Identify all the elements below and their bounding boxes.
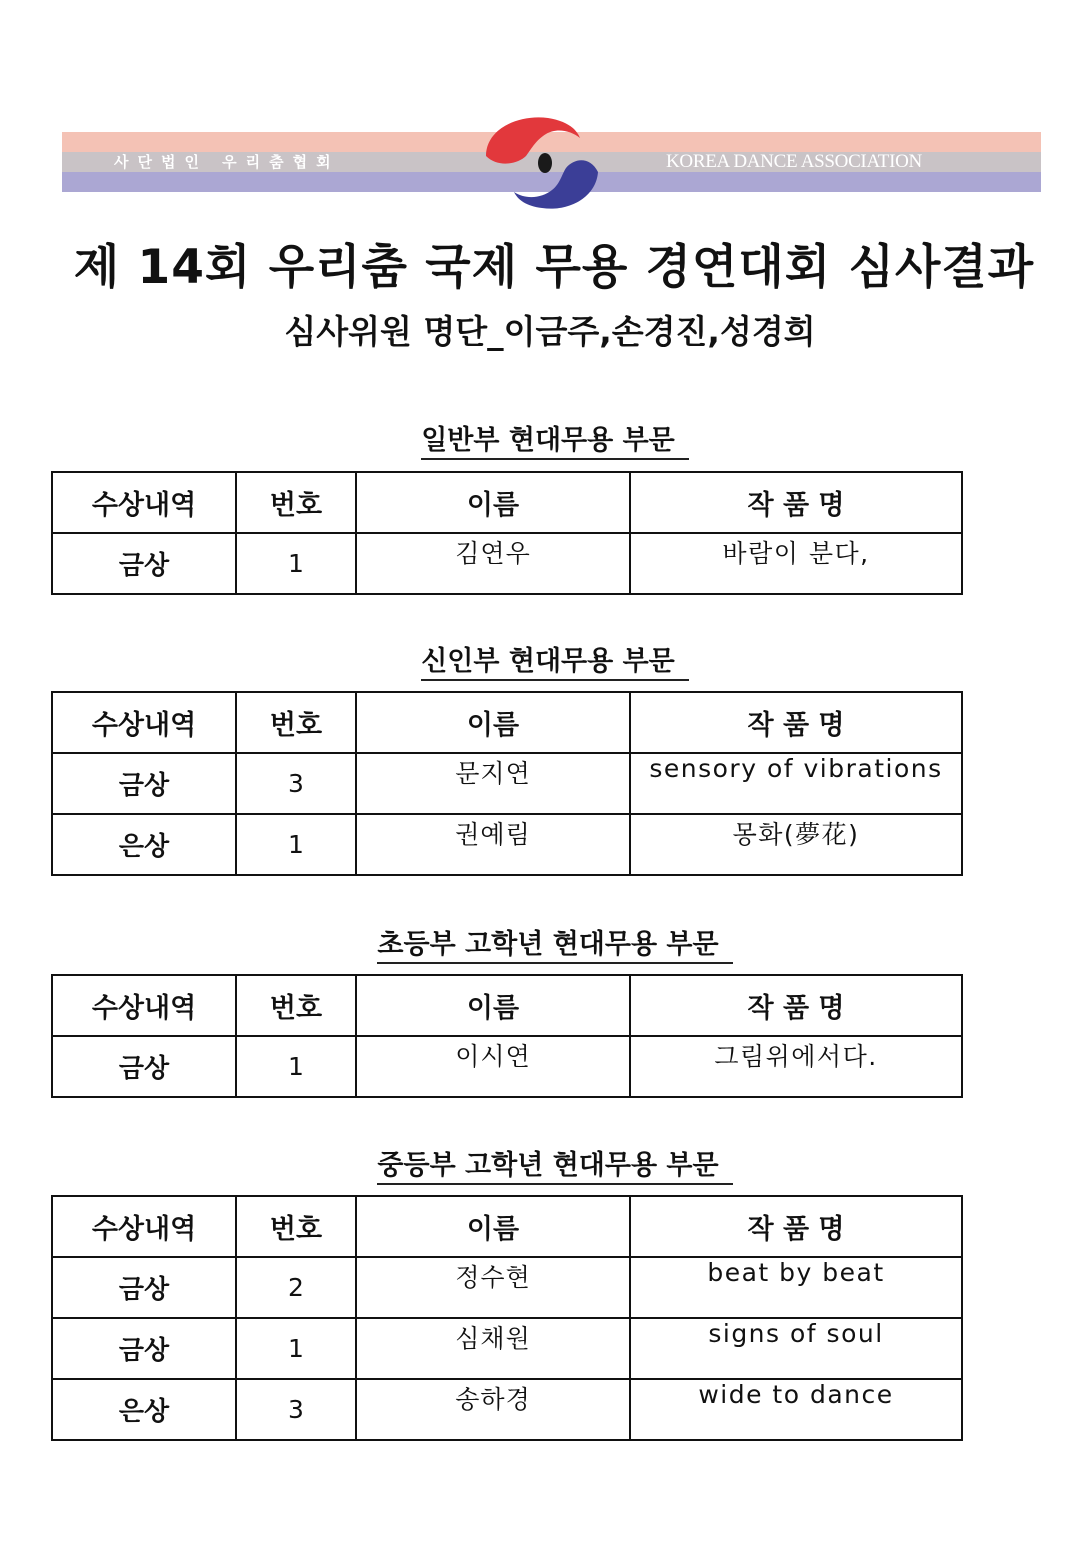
judges-list: 심사위원 명단_이금주,손경진,성경희	[284, 312, 816, 351]
column-header-name: 이름	[356, 692, 630, 753]
table-header-row	[52, 692, 962, 753]
results-table	[51, 1195, 963, 1441]
column-header-number: 번호	[236, 692, 356, 753]
table-row	[52, 1036, 962, 1097]
column-header-award: 수상내역	[52, 975, 236, 1036]
number-cell: 1	[236, 1036, 356, 1097]
name-cell: 정수현	[356, 1257, 630, 1318]
column-header-award: 수상내역	[52, 692, 236, 753]
taegeuk-dancer-logo-icon	[480, 112, 610, 212]
number-cell: 3	[236, 753, 356, 814]
award-cell: 금상	[52, 1318, 236, 1379]
award-cell: 은상	[52, 814, 236, 875]
table-row	[52, 1257, 962, 1318]
name-cell: 심채원	[356, 1318, 630, 1379]
table-row	[52, 1379, 962, 1440]
column-header-award: 수상내역	[52, 472, 236, 533]
award-cell: 금상	[52, 1257, 236, 1318]
number-cell: 1	[236, 1318, 356, 1379]
page-title: 제 14회 우리춤 국제 무용 경연대회 심사결과	[73, 240, 1035, 295]
column-header-number: 번호	[236, 975, 356, 1036]
number-cell: 3	[236, 1379, 356, 1440]
org-name-english: KOREA DANCE ASSOCIATION	[666, 151, 922, 172]
results-table	[51, 974, 963, 1098]
number-cell: 2	[236, 1257, 356, 1318]
work-cell: 몽화(夢花)	[630, 814, 962, 875]
table-header-row	[52, 975, 962, 1036]
work-cell: 바람이 분다,	[630, 533, 962, 594]
column-header-work: 작 품 명	[630, 692, 962, 753]
work-cell: sensory of vibrations	[630, 753, 962, 814]
header-banner	[62, 112, 1041, 212]
column-header-name: 이름	[356, 472, 630, 533]
column-header-number: 번호	[236, 472, 356, 533]
column-header-number: 번호	[236, 1196, 356, 1257]
table-header-row	[52, 1196, 962, 1257]
name-cell: 송하경	[356, 1379, 630, 1440]
award-cell: 은상	[52, 1379, 236, 1440]
table-header-row	[52, 472, 962, 533]
results-table	[51, 471, 963, 595]
column-header-work: 작 품 명	[630, 975, 962, 1036]
work-cell: signs of soul	[630, 1318, 962, 1379]
results-table	[51, 691, 963, 876]
award-cell: 금상	[52, 533, 236, 594]
number-cell: 1	[236, 814, 356, 875]
table-row	[52, 533, 962, 594]
name-cell: 권예림	[356, 814, 630, 875]
section-title: 중등부 고학년 현대무용 부문	[0, 1143, 1080, 1182]
column-header-name: 이름	[356, 975, 630, 1036]
work-cell: 그림위에서다.	[630, 1036, 962, 1097]
award-cell: 금상	[52, 753, 236, 814]
award-cell: 금상	[52, 1036, 236, 1097]
column-header-name: 이름	[356, 1196, 630, 1257]
work-cell: beat by beat	[630, 1257, 962, 1318]
section-title: 일반부 현대무용 부문	[0, 418, 1080, 457]
number-cell: 1	[236, 533, 356, 594]
org-name-korean: 사단법인 우리춤협회	[114, 153, 340, 171]
section-title: 초등부 고학년 현대무용 부문	[0, 922, 1080, 961]
column-header-award: 수상내역	[52, 1196, 236, 1257]
name-cell: 이시연	[356, 1036, 630, 1097]
name-cell: 김연우	[356, 533, 630, 594]
column-header-work: 작 품 명	[630, 1196, 962, 1257]
work-cell: wide to dance	[630, 1379, 962, 1440]
table-row	[52, 753, 962, 814]
table-row	[52, 814, 962, 875]
table-row	[52, 1318, 962, 1379]
column-header-work: 작 품 명	[630, 472, 962, 533]
section-title: 신인부 현대무용 부문	[0, 639, 1080, 678]
name-cell: 문지연	[356, 753, 630, 814]
